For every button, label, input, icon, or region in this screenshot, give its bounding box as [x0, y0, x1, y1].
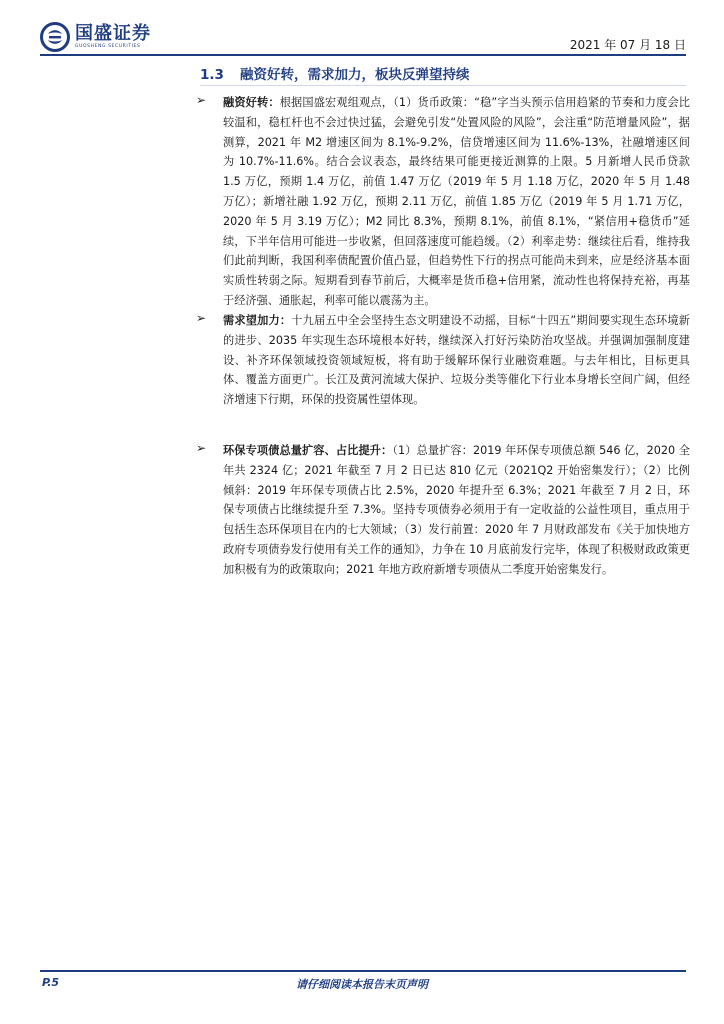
logo-english-name: GUOSHENG SECURITIES: [75, 44, 141, 49]
bullet-financing: [196, 93, 690, 311]
page-number: P.5: [42, 976, 60, 989]
logo-name: 国盛证券: [75, 23, 151, 44]
report-date: 2021 年 07 月 18 日: [569, 38, 686, 52]
header-divider: [40, 54, 686, 56]
bullet-body: （1）总量扩容：2019 年环保专项债总额 546 亿，2020 全年共 2324 亿；2021 年截至 7 月 2 日已达 810 亿元（2021Q2 开始密集发行）；（2）比例倾斜：2019 年环保专项债占比 2.5%，2020 年提升至 6.3%；2021 年截至 7 月 2 日，环保专项债占比继续提升至 7.3%。坚持专项债券必须用于有一定收益的公益性项目，重点用于包括生态环保项目在内的七大领域；（3）发行前置：2020 年 7 月财政部发布《关于加快地方政府专项债券发行使用有关工作的通知》，力争在 10 月底前发行完毕，体现了积极财政政策更加积极有为的政策取向；2021 年地方政府新增专项债从二季度开始密集发行。: [223, 444, 690, 576]
footer-divider: [40, 970, 686, 972]
bullet-paragraph: [223, 93, 690, 311]
bullet-lead: 环保专项债总量扩容、占比提升：: [223, 444, 393, 457]
arrow-bullet-icon: ➢: [196, 93, 207, 107]
arrow-bullet-icon: ➢: [196, 441, 207, 455]
bullet-paragraph: [223, 441, 690, 580]
company-logo: [40, 20, 151, 54]
bullet-body: 十九届五中全会坚持生态文明建设不动摇，目标“十四五”期间要实现生态环境新的进步、2035 年实现生态环境根本好转，继续深入打好污染防治攻坚战。并强调加强制度建设、补齐环保领域投资领域短板，将有助于缓解环保行业融资难题。与去年相比，目标更具体、覆盖方面更广。长江及黄河流域大保护、垃圾分类等催化下行业本身增长空间广阔，但经济增速下行期，环保的投资属性望体现。: [223, 314, 690, 407]
bullet-lead: 融资好转：: [223, 96, 280, 109]
arrow-bullet-icon: ➢: [196, 311, 207, 325]
section-number: 1.3: [200, 67, 224, 83]
bullet-paragraph: [223, 311, 690, 410]
bullet-lead: 需求望加力：: [223, 314, 292, 327]
bullet-body: 根据国盛宏观组观点，（1）货币政策：“稳”字当头预示信用趋紧的节奏和力度会比较温和，稳杠杆也不会过快过猛，会避免引发“处置风险的风险”，会注重“防范增量风险”，据测算，2021 年 M2 增速区间为 8.1%-9.2%，信贷增速区间为 11.6%-13%，社融增速区间为 10.7%-11.6%。结合会议表态，最终结果可能更接近测算的上限。5 月新增人民币贷款 1.5 万亿，预期 1.4 万亿，前值 1.47 万亿（2019 年 5 月 1.18 万亿，2020 年 5 月 1.48 万亿）；新增社融 1.92 万亿，预期 2.11 万亿，前值 1.85 万亿（2019 年 5 月 1.71 万亿，2020 年 5 月 3.19 万亿）；M2 同比 8.3%，预期 8.1%，前值 8.1%，“紧信用+稳货币”延续，下半年信用可能进一步收紧，但回落速度可能趋缓。（2）利率走势：继续往后看，维持我们此前判断，我国利率债配置价值凸显，但趋势性下行的拐点可能尚未到来，应是经济基本面实质性转弱之际。短期看到春节前后，大概率是货币稳+信用紧，流动性也将保持充裕，再基于经济强、通胀起，利率可能以震荡为主。: [223, 96, 690, 307]
section-title: 融资好转，需求加力，板块反弹望持续: [240, 67, 470, 83]
footer-disclaimer: 请仔细阅读本报告末页声明: [296, 978, 428, 991]
bullet-demand: [196, 311, 690, 410]
section-divider: [200, 85, 686, 86]
logo-mark-icon: [40, 22, 70, 52]
bullet-special-bonds: [196, 441, 690, 580]
page-header: [40, 20, 686, 54]
section-heading: [200, 63, 650, 85]
